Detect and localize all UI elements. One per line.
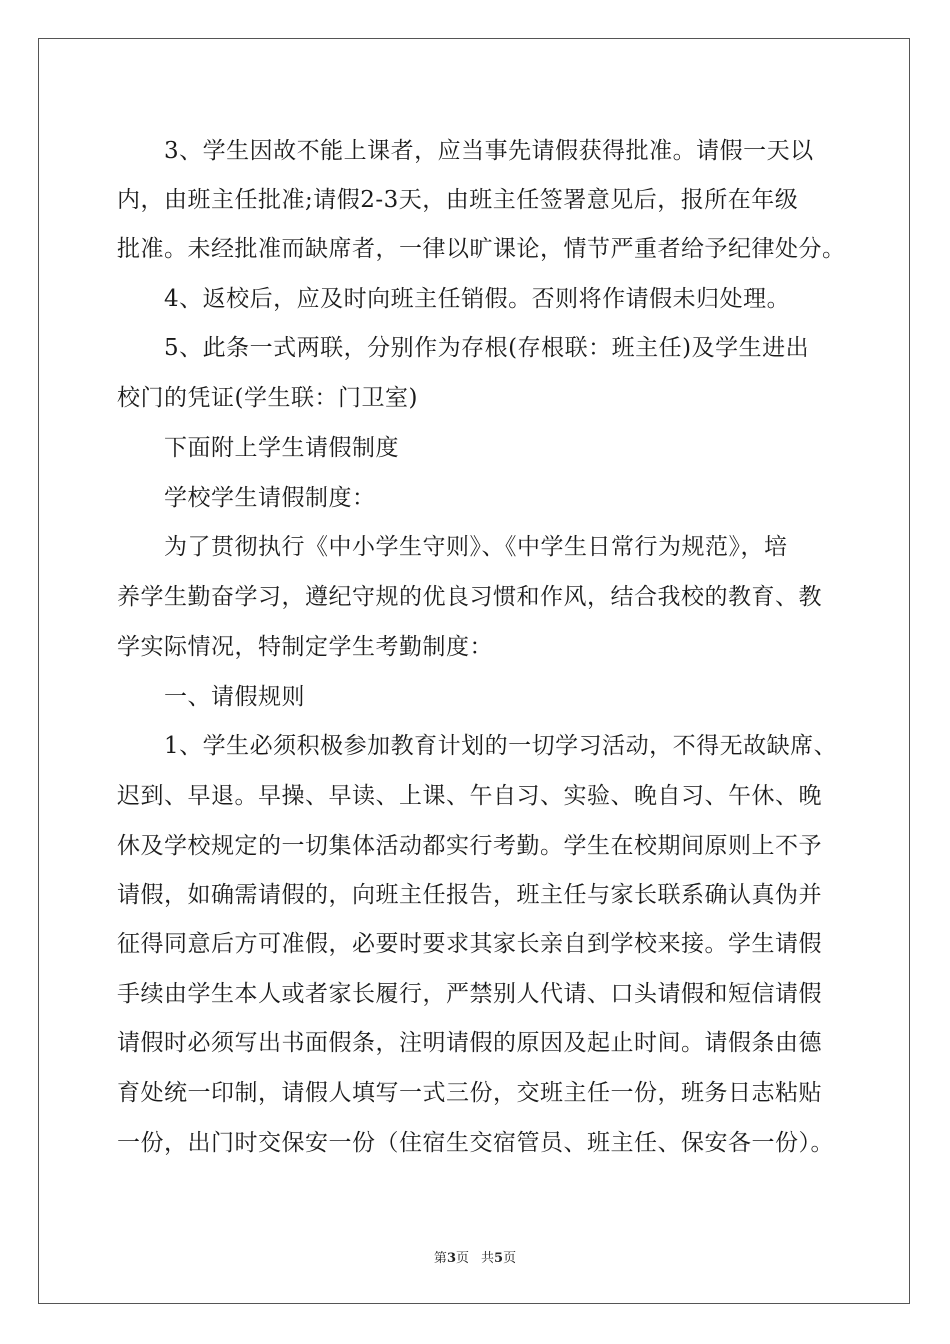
page-suffix: 页: [455, 1251, 469, 1266]
page-prefix: 第: [433, 1251, 447, 1266]
total-suffix: 页: [503, 1251, 517, 1266]
paragraph-line: 休及学校规定的一切集体活动都实行考勤。学生在校期间原则上不予: [117, 833, 822, 859]
paragraph-line: 5、此条一式两联，分别作为存根(存根联：班主任)及学生进出: [164, 335, 810, 361]
paragraph-line: 学实际情况，特制定学生考勤制度：: [117, 634, 493, 660]
paragraph-line: 3、学生因故不能上课者，应当事先请假获得批准。请假一天以: [164, 138, 814, 164]
paragraph-line: 为了贯彻执行《中小学生守则》、《中学生日常行为规范》，培: [164, 534, 788, 560]
paragraph-line: 校门的凭证(学生联：门卫室): [117, 385, 418, 411]
paragraph-line: 下面附上学生请假制度: [164, 435, 399, 461]
paragraph-line: 请假，如确需请假的，向班主任报告，班主任与家长联系确认真伪并: [117, 882, 822, 908]
section-heading: 学校学生请假制度：: [164, 485, 376, 511]
page-footer: [0, 1250, 950, 1268]
paragraph-line: 手续由学生本人或者家长履行，严禁别人代请、口头请假和短信请假: [117, 981, 822, 1007]
paragraph-line: 育处统一印制，请假人填写一式三份，交班主任一份，班务日志粘贴: [117, 1080, 822, 1106]
paragraph-line: 4、返校后，应及时向班主任销假。否则将作请假未归处理。: [164, 286, 791, 312]
section-heading: 一、请假规则: [164, 684, 305, 710]
current-page-number: 3: [446, 1251, 456, 1266]
total-prefix: 共: [481, 1251, 495, 1266]
paragraph-line: 1、学生必须积极参加教育计划的一切学习活动，不得无故缺席、: [164, 733, 838, 759]
paragraph-line: 一份，出门时交保安一份（住宿生交宿管员、班主任、保安各一份）。: [117, 1130, 834, 1156]
total-pages-number: 5: [494, 1251, 504, 1266]
paragraph-line: 内，由班主任批准;请假2-3天，由班主任签署意见后，报所在年级: [117, 187, 799, 213]
paragraph-line: 批准。未经批准而缺席者，一律以旷课论，情节严重者给予纪律处分。: [117, 236, 846, 262]
page-border: [38, 38, 910, 1304]
paragraph-line: 请假时必须写出书面假条，注明请假的原因及起止时间。请假条由德: [117, 1030, 822, 1056]
paragraph-line: 迟到、早退。早操、早读、上课、午自习、实验、晚自习、午休、晚: [117, 783, 822, 809]
paragraph-line: 养学生勤奋学习，遵纪守规的优良习惯和作风，结合我校的教育、教: [117, 584, 822, 610]
paragraph-line: 征得同意后方可准假，必要时要求其家长亲自到学校来接。学生请假: [117, 931, 822, 957]
